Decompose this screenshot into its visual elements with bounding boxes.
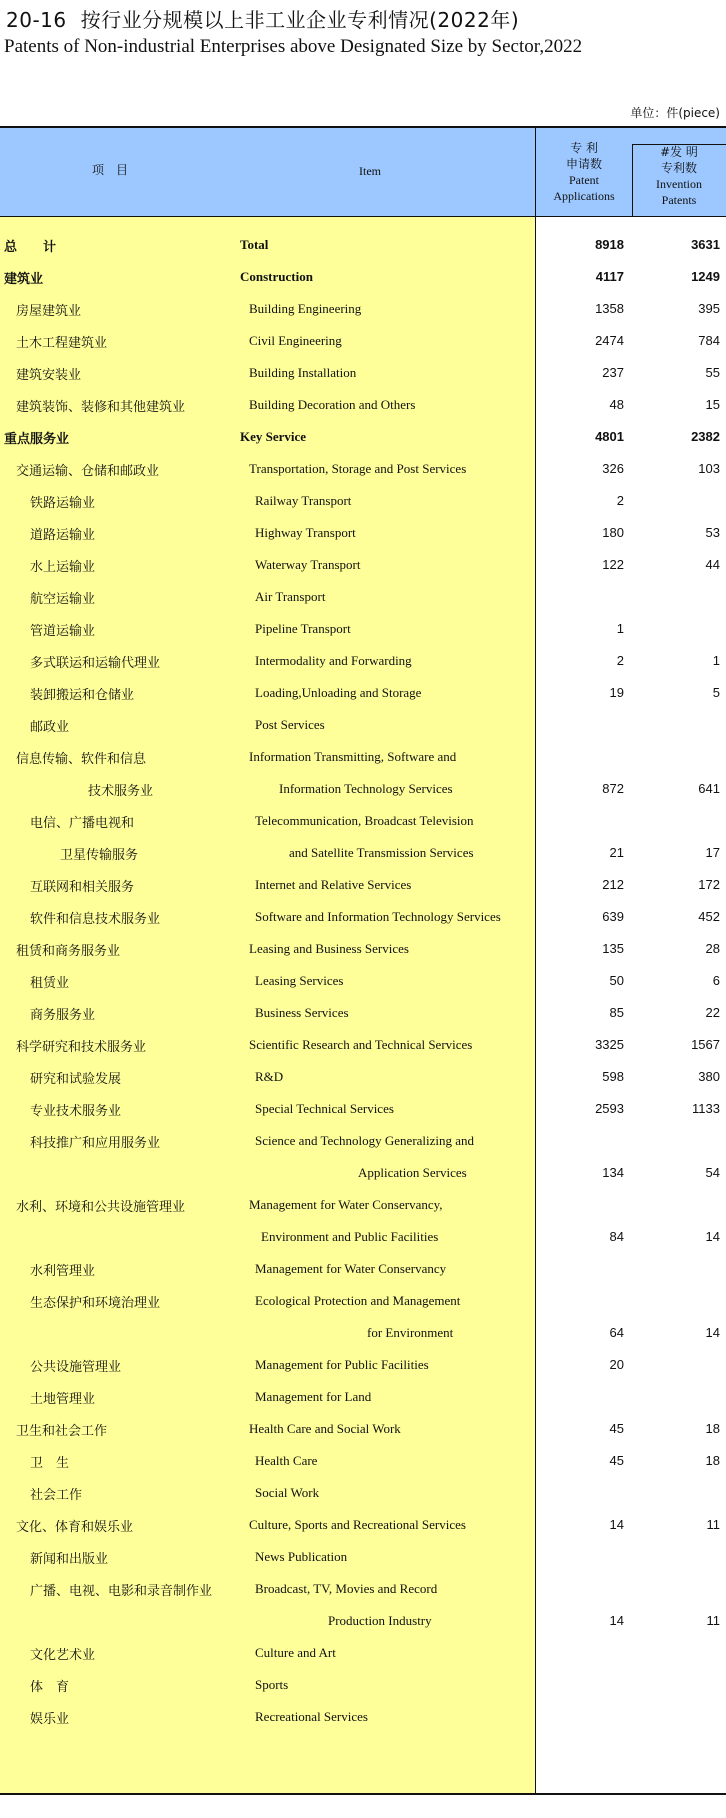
invention-patents-value: 11: [706, 1613, 720, 1628]
header-col2-en-2: Patents: [661, 193, 697, 207]
row-label-cn: 土木工程建筑业: [16, 336, 108, 351]
table-row: [0, 836, 726, 868]
table-row: [0, 1028, 726, 1060]
invention-patents-value: 15: [705, 397, 720, 412]
invention-patents-value: 784: [698, 333, 720, 348]
row-label-en: Waterway Transport: [255, 557, 361, 572]
row-label-cn: 娱乐业: [30, 1712, 70, 1727]
patent-applications-value: 212: [602, 877, 624, 892]
row-label-cn: 科技推广和应用服务业: [30, 1136, 161, 1151]
header-col2-cn-2: 专利数: [660, 161, 697, 175]
row-label-en: Management for Water Conservancy,: [249, 1197, 443, 1212]
header-col2: [632, 144, 726, 208]
invention-patents-value: 3631: [691, 237, 720, 252]
invention-patents-value: 14: [705, 1229, 720, 1244]
invention-patents-value: 380: [698, 1069, 720, 1084]
invention-patents-value: 395: [698, 301, 720, 316]
table-row: [0, 452, 726, 484]
row-label-en: Culture, Sports and Recreational Services: [249, 1517, 466, 1532]
patent-applications-value: 598: [602, 1069, 624, 1084]
invention-patents-value: 18: [705, 1453, 720, 1468]
row-label-en: Management for Land: [255, 1389, 372, 1404]
table-row: [0, 1124, 726, 1156]
row-label-en: Special Technical Services: [255, 1101, 394, 1116]
row-label-en: Information Transmitting, Software and: [249, 749, 457, 764]
title-cn-text: 按行业分规模以上非工业企业专利情况(2022年): [80, 8, 520, 32]
patent-table: [0, 126, 726, 1795]
invention-patents-value: 2382: [691, 429, 720, 444]
patent-applications-value: 872: [602, 781, 624, 796]
patent-applications-value: 4801: [595, 429, 624, 444]
row-label-cn: 土地管理业: [30, 1392, 96, 1407]
row-label-en: Application Services: [358, 1165, 467, 1180]
patent-applications-value: 135: [602, 941, 624, 956]
row-label-en: Key Service: [240, 429, 307, 444]
patent-applications-value: 50: [609, 973, 624, 988]
invention-patents-value: 5: [712, 685, 720, 700]
table-row: [0, 772, 726, 804]
patent-applications-value: 134: [602, 1165, 624, 1180]
row-label-en: Scientific Research and Technical Services: [249, 1037, 473, 1052]
patent-applications-value: 84: [609, 1229, 624, 1244]
row-label-cn: 卫 生: [30, 1456, 70, 1471]
table-row: [0, 1540, 726, 1572]
row-label-cn: 生态保护和环境治理业: [30, 1296, 161, 1311]
row-label-en: Railway Transport: [255, 493, 352, 508]
patent-applications-value: 48: [609, 397, 624, 412]
header-col1-en-2: Applications: [553, 189, 615, 203]
table-row: [0, 964, 726, 996]
header-item-cn: 项 目: [91, 163, 128, 177]
row-label-en: Building Decoration and Others: [249, 397, 416, 412]
row-label-cn: 信息传输、软件和信息: [16, 752, 147, 767]
row-label-en: Telecommunication, Broadcast Television: [255, 813, 474, 828]
invention-patents-value: 1567: [691, 1037, 720, 1052]
patent-applications-value: 20: [609, 1357, 624, 1372]
table-number: 20-16: [6, 8, 67, 32]
row-label-cn: 道路运输业: [30, 528, 96, 543]
table-row: [0, 356, 726, 388]
patent-applications-value: 21: [609, 845, 624, 860]
invention-patents-value: 14: [705, 1325, 720, 1340]
table-row: [0, 1604, 726, 1636]
row-label-en: Management for Public Facilities: [255, 1357, 429, 1372]
row-label-en: and Satellite Transmission Services: [289, 845, 474, 860]
header-col1-en-1: Patent: [569, 173, 599, 187]
row-label-cn: 水利、环境和公共设施管理业: [16, 1200, 186, 1215]
row-label-cn: 铁路运输业: [30, 496, 96, 511]
row-label-en: Post Services: [255, 717, 325, 732]
table-row: [0, 228, 726, 260]
table-row: [0, 1444, 726, 1476]
row-label-en: Intermodality and Forwarding: [255, 653, 412, 668]
row-label-en: Sports: [255, 1677, 289, 1692]
invention-patents-value: 1249: [691, 269, 720, 284]
table-row: [0, 260, 726, 292]
patent-applications-value: 14: [609, 1613, 624, 1628]
row-label-en: Loading,Unloading and Storage: [255, 685, 422, 700]
table-row: [0, 324, 726, 356]
table-row: [0, 484, 726, 516]
row-label-cn: 体 育: [30, 1680, 70, 1695]
row-label-cn: 房屋建筑业: [16, 304, 82, 319]
patent-applications-value: 1358: [595, 301, 624, 316]
table-row: [0, 1636, 726, 1668]
invention-patents-value: 452: [698, 909, 720, 924]
invention-patents-value: 28: [705, 941, 720, 956]
row-label-en: Total: [240, 237, 269, 252]
table-row: [0, 292, 726, 324]
invention-patents-value: 44: [705, 557, 720, 572]
invention-patents-value: 54: [705, 1165, 720, 1180]
table-row: [0, 612, 726, 644]
patent-applications-value: 19: [609, 685, 624, 700]
invention-patents-value: 11: [706, 1517, 720, 1532]
patent-applications-value: 64: [609, 1325, 624, 1340]
row-label-en: Transportation, Storage and Post Services: [249, 461, 467, 476]
row-label-en: Software and Information Technology Services: [255, 909, 501, 924]
header-col2-cn-1: #发 明: [660, 145, 698, 159]
row-label-en: Management for Water Conservancy: [255, 1261, 447, 1276]
row-label-cn: 科学研究和技术服务业: [16, 1040, 147, 1055]
row-label-en: Broadcast, TV, Movies and Record: [255, 1581, 438, 1596]
table-row: [0, 1380, 726, 1412]
row-label-en: Health Care and Social Work: [249, 1421, 401, 1436]
row-label-en: Production Industry: [328, 1613, 432, 1628]
row-label-cn: 邮政业: [30, 720, 70, 735]
table-row: [0, 1476, 726, 1508]
row-label-cn: 建筑业: [4, 272, 44, 287]
invention-patents-value: 22: [705, 1005, 720, 1020]
table-row: [0, 1668, 726, 1700]
row-label-en: News Publication: [255, 1549, 348, 1564]
row-label-cn: 多式联运和运输代理业: [30, 656, 161, 671]
patent-applications-value: 2474: [595, 333, 624, 348]
row-label-en: Highway Transport: [255, 525, 356, 540]
row-label-cn: 卫星传输服务: [60, 848, 139, 863]
row-label-en: Business Services: [255, 1005, 349, 1020]
row-label-cn: 交通运输、仓储和邮政业: [16, 464, 160, 479]
patent-applications-value: 3325: [595, 1037, 624, 1052]
row-label-cn: 建筑装饰、装修和其他建筑业: [16, 400, 186, 415]
row-label-cn: 技术服务业: [88, 784, 154, 799]
row-label-cn: 文化艺术业: [30, 1648, 96, 1663]
patent-applications-value: 85: [609, 1005, 624, 1020]
table-row: [0, 708, 726, 740]
table-row: [0, 900, 726, 932]
patent-applications-value: 2: [616, 493, 624, 508]
table-row: [0, 516, 726, 548]
row-label-en: Air Transport: [255, 589, 326, 604]
patent-applications-value: 45: [609, 1421, 624, 1436]
row-label-cn: 水上运输业: [30, 560, 96, 575]
table-row: [0, 1252, 726, 1284]
page-title-en: Patents of Non-industrial Enterprises above Designated Size by Sector,2022: [4, 36, 583, 57]
unit-label: 单位：件(piece): [630, 106, 720, 120]
row-label-cn: 电信、广播电视和: [30, 816, 135, 831]
table-row: [0, 580, 726, 612]
row-label-cn: 研究和试验发展: [30, 1072, 122, 1087]
table-row: [0, 644, 726, 676]
header-col2-en-1: Invention: [656, 177, 702, 191]
header-col1: [536, 140, 632, 204]
table-row: [0, 1284, 726, 1316]
table-row: [0, 1060, 726, 1092]
table-row: [0, 740, 726, 772]
row-label-en: Internet and Relative Services: [255, 877, 412, 892]
row-label-en: Pipeline Transport: [255, 621, 351, 636]
table-row: [0, 1092, 726, 1124]
patent-applications-value: 326: [602, 461, 624, 476]
table-row: [0, 388, 726, 420]
invention-patents-value: 641: [698, 781, 720, 796]
invention-patents-value: 1133: [692, 1101, 720, 1116]
row-label-cn: 租赁和商务服务业: [16, 944, 121, 959]
invention-patents-value: 6: [712, 973, 720, 988]
row-label-cn: 建筑安装业: [16, 368, 82, 383]
row-label-en: Culture and Art: [255, 1645, 336, 1660]
invention-patents-value: 53: [705, 525, 720, 540]
row-label-cn: 社会工作: [30, 1488, 83, 1503]
invention-patents-value: 17: [705, 845, 720, 860]
row-label-en: Building Engineering: [249, 301, 362, 316]
invention-patents-value: 55: [705, 365, 720, 380]
row-label-cn: 专业技术服务业: [30, 1104, 122, 1119]
patent-applications-value: 180: [602, 525, 624, 540]
invention-patents-value: 172: [698, 877, 720, 892]
patent-applications-value: 2: [616, 653, 624, 668]
table-row: [0, 420, 726, 452]
patent-applications-value: 639: [602, 909, 624, 924]
row-label-cn: 软件和信息技术服务业: [30, 912, 161, 927]
table-row: [0, 676, 726, 708]
row-label-cn: 水利管理业: [30, 1264, 96, 1279]
table-row: [0, 1700, 726, 1732]
header-col1-cn-2: 申请数: [565, 157, 602, 171]
patent-applications-value: 14: [609, 1517, 624, 1532]
table-row: [0, 1188, 726, 1220]
row-label-cn: 租赁业: [30, 976, 70, 991]
invention-patents-value: 103: [698, 461, 720, 476]
row-label-en: Construction: [240, 269, 313, 284]
table-row: [0, 932, 726, 964]
row-label-cn: 航空运输业: [30, 592, 96, 607]
row-label-en: R&D: [255, 1069, 284, 1084]
patent-applications-value: 8918: [595, 237, 624, 252]
invention-patents-value: 1: [712, 653, 720, 668]
table-row: [0, 1572, 726, 1604]
row-label-en: Civil Engineering: [249, 333, 342, 348]
row-label-en: Leasing and Business Services: [249, 941, 409, 956]
table-row: [0, 804, 726, 836]
row-label-en: Recreational Services: [255, 1709, 368, 1724]
patent-applications-value: 237: [602, 365, 624, 380]
patent-applications-value: 4117: [595, 269, 624, 284]
header-col1-cn-1: 专 利: [570, 141, 598, 155]
row-label-cn: 卫生和社会工作: [16, 1424, 108, 1439]
row-label-cn: 新闻和出版业: [30, 1552, 109, 1567]
row-label-cn: 总 计: [4, 240, 57, 255]
row-label-en: Social Work: [255, 1485, 320, 1500]
row-label-cn: 公共设施管理业: [30, 1360, 122, 1375]
row-label-cn: 广播、电视、电影和录音制作业: [30, 1584, 213, 1599]
row-label-en: Science and Technology Generalizing and: [255, 1133, 475, 1148]
row-label-en: Information Technology Services: [279, 781, 453, 796]
table-row: [0, 1508, 726, 1540]
row-label-cn: 互联网和相关服务: [30, 880, 135, 895]
patent-applications-value: 122: [602, 557, 624, 572]
table-row: [0, 1348, 726, 1380]
row-label-cn: 重点服务业: [4, 432, 70, 447]
row-label-en: Health Care: [255, 1453, 318, 1468]
row-label-cn: 装卸搬运和仓储业: [30, 688, 135, 703]
table-row: [0, 1412, 726, 1444]
table-row: [0, 868, 726, 900]
patent-applications-value: 45: [609, 1453, 624, 1468]
table-row: [0, 996, 726, 1028]
table-row: [0, 548, 726, 580]
table-row: [0, 1220, 726, 1252]
row-label-en: Leasing Services: [255, 973, 344, 988]
table-header: [0, 128, 726, 217]
table-row: [0, 1316, 726, 1348]
row-label-en: Ecological Protection and Management: [255, 1293, 461, 1308]
row-label-en: for Environment: [367, 1325, 454, 1340]
row-label-cn: 管道运输业: [30, 624, 96, 639]
patent-applications-value: 2593: [595, 1101, 624, 1116]
page-title-cn: [6, 4, 519, 33]
row-label-en: Building Installation: [249, 365, 357, 380]
header-item-en: Item: [359, 164, 381, 178]
table-row: [0, 1156, 726, 1188]
row-label-cn: 商务服务业: [30, 1008, 96, 1023]
invention-patents-value: 18: [705, 1421, 720, 1436]
patent-applications-value: 1: [616, 621, 624, 636]
row-label-cn: 文化、体育和娱乐业: [16, 1520, 134, 1535]
row-label-en: Environment and Public Facilities: [261, 1229, 439, 1244]
